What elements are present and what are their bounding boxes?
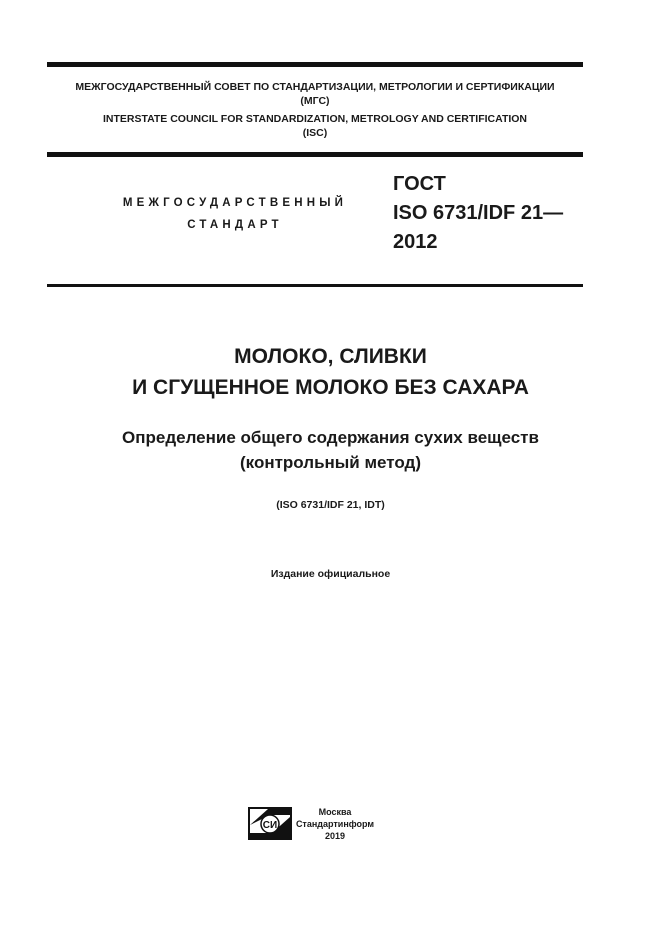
standartinform-logo-icon (248, 807, 292, 840)
publisher-year: 2019 (324, 831, 346, 841)
top-rule (47, 62, 583, 67)
council-name-en-line1: INTERSTATE COUNCIL FOR STANDARDIZATION, METROLOGY AND CERTIFICATION (102, 113, 528, 125)
gost-designation (393, 170, 563, 257)
standard-type-line2: СТАНДАРТ (187, 219, 283, 231)
council-name-ru-line1: МЕЖГОСУДАРСТВЕННЫЙ СОВЕТ ПО СТАНДАРТИЗАЦИИ, МЕТРОЛОГИИ И СЕРТИФИКАЦИИ (75, 81, 555, 93)
gost-label: ГОСТ (393, 173, 446, 195)
council-abbrev-ru: (МГС) (300, 95, 330, 107)
publisher-city: Москва (318, 807, 352, 817)
standard-type-line1: МЕЖГОСУДАРСТВЕННЫЙ (122, 197, 348, 209)
document-title-line2: И СГУЩЕННОЕ МОЛОКО БЕЗ САХАРА (132, 376, 529, 399)
document-subtitle-line1: Определение общего содержания сухих веществ (122, 428, 539, 447)
gost-year: 2012 (393, 231, 438, 253)
council-abbrev-en: (ISC) (302, 127, 328, 139)
thin-rule (47, 284, 583, 287)
publisher-name: Стандартинформ (295, 819, 375, 829)
council-name-english (47, 112, 583, 140)
edition-label: Издание официальное (270, 568, 391, 580)
document-subtitle (0, 425, 661, 475)
iso-reference: (ISO 6731/IDF 21, IDT) (276, 499, 385, 511)
gost-number: ISO 6731/IDF 21— (393, 202, 564, 224)
middle-rule (47, 152, 583, 157)
document-title-line1: МОЛОКО, СЛИВКИ (234, 345, 427, 368)
publisher-block (288, 806, 382, 842)
standard-type (60, 192, 410, 236)
document-subtitle-line2: (контрольный метод) (240, 453, 421, 472)
logo-monogram: СИ (262, 820, 278, 831)
document-title (0, 341, 661, 403)
council-name-russian (47, 80, 583, 108)
